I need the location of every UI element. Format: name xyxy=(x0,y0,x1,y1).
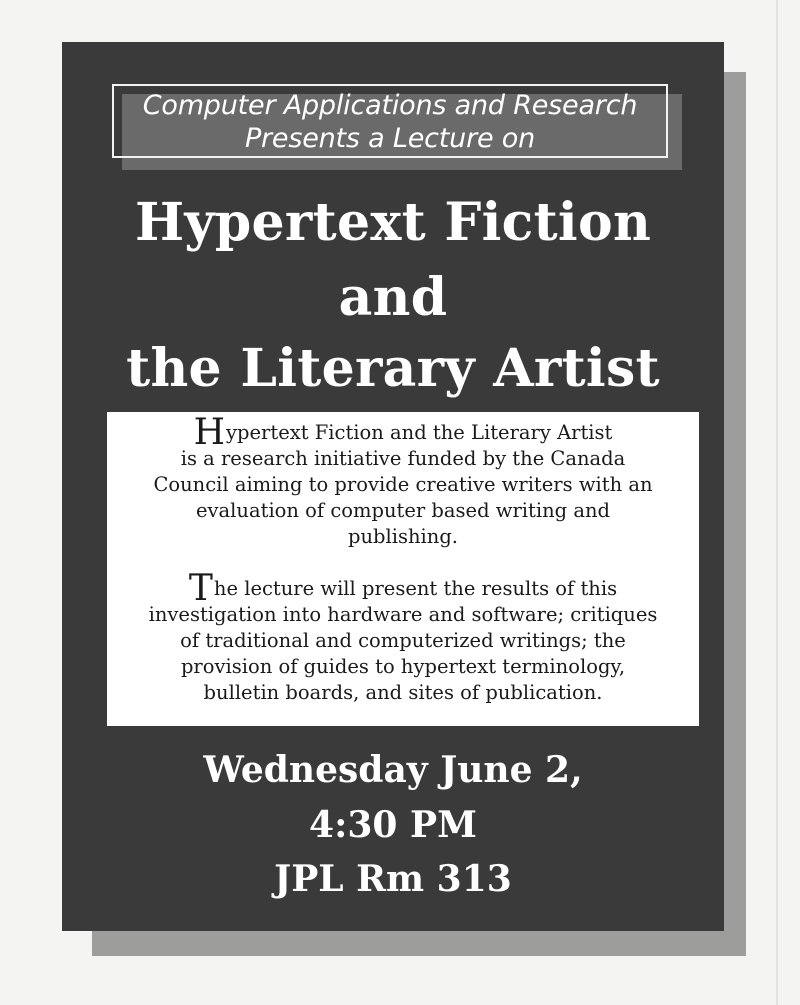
paper-edge xyxy=(776,0,778,1005)
description-paragraph-2 xyxy=(107,568,699,706)
title-line-2: and xyxy=(338,267,448,328)
description-box xyxy=(107,412,699,726)
paragraph-1-initial: H xyxy=(193,412,225,453)
header-line-1: Computer Applications and Research xyxy=(142,90,638,121)
title-line-3: the Literary Artist xyxy=(126,338,660,399)
header-box xyxy=(112,84,668,158)
header-line-2: Presents a Lecture on xyxy=(244,123,536,154)
paragraph-1-text: ypertext Fiction and the Literary Artist is a research initiative funded by the Canada Council aiming to provide creative writers with an evaluation of computer based writing and publishing. xyxy=(153,421,653,548)
paragraph-2-text: he lecture will present the results of this investigation into hardware and software; critiques of traditional and computerized writings; the provision of guides to hypertext terminology, bulletin boards, and sites of publication. xyxy=(148,577,658,704)
event-time: 4:30 PM xyxy=(309,804,477,846)
description-paragraph-1 xyxy=(107,412,699,550)
paragraph-2-initial: T xyxy=(188,568,213,609)
event-date: Wednesday June 2, xyxy=(203,749,583,791)
title-line-1: Hypertext Fiction xyxy=(134,192,652,253)
event-location: JPL Rm 313 xyxy=(274,858,512,900)
